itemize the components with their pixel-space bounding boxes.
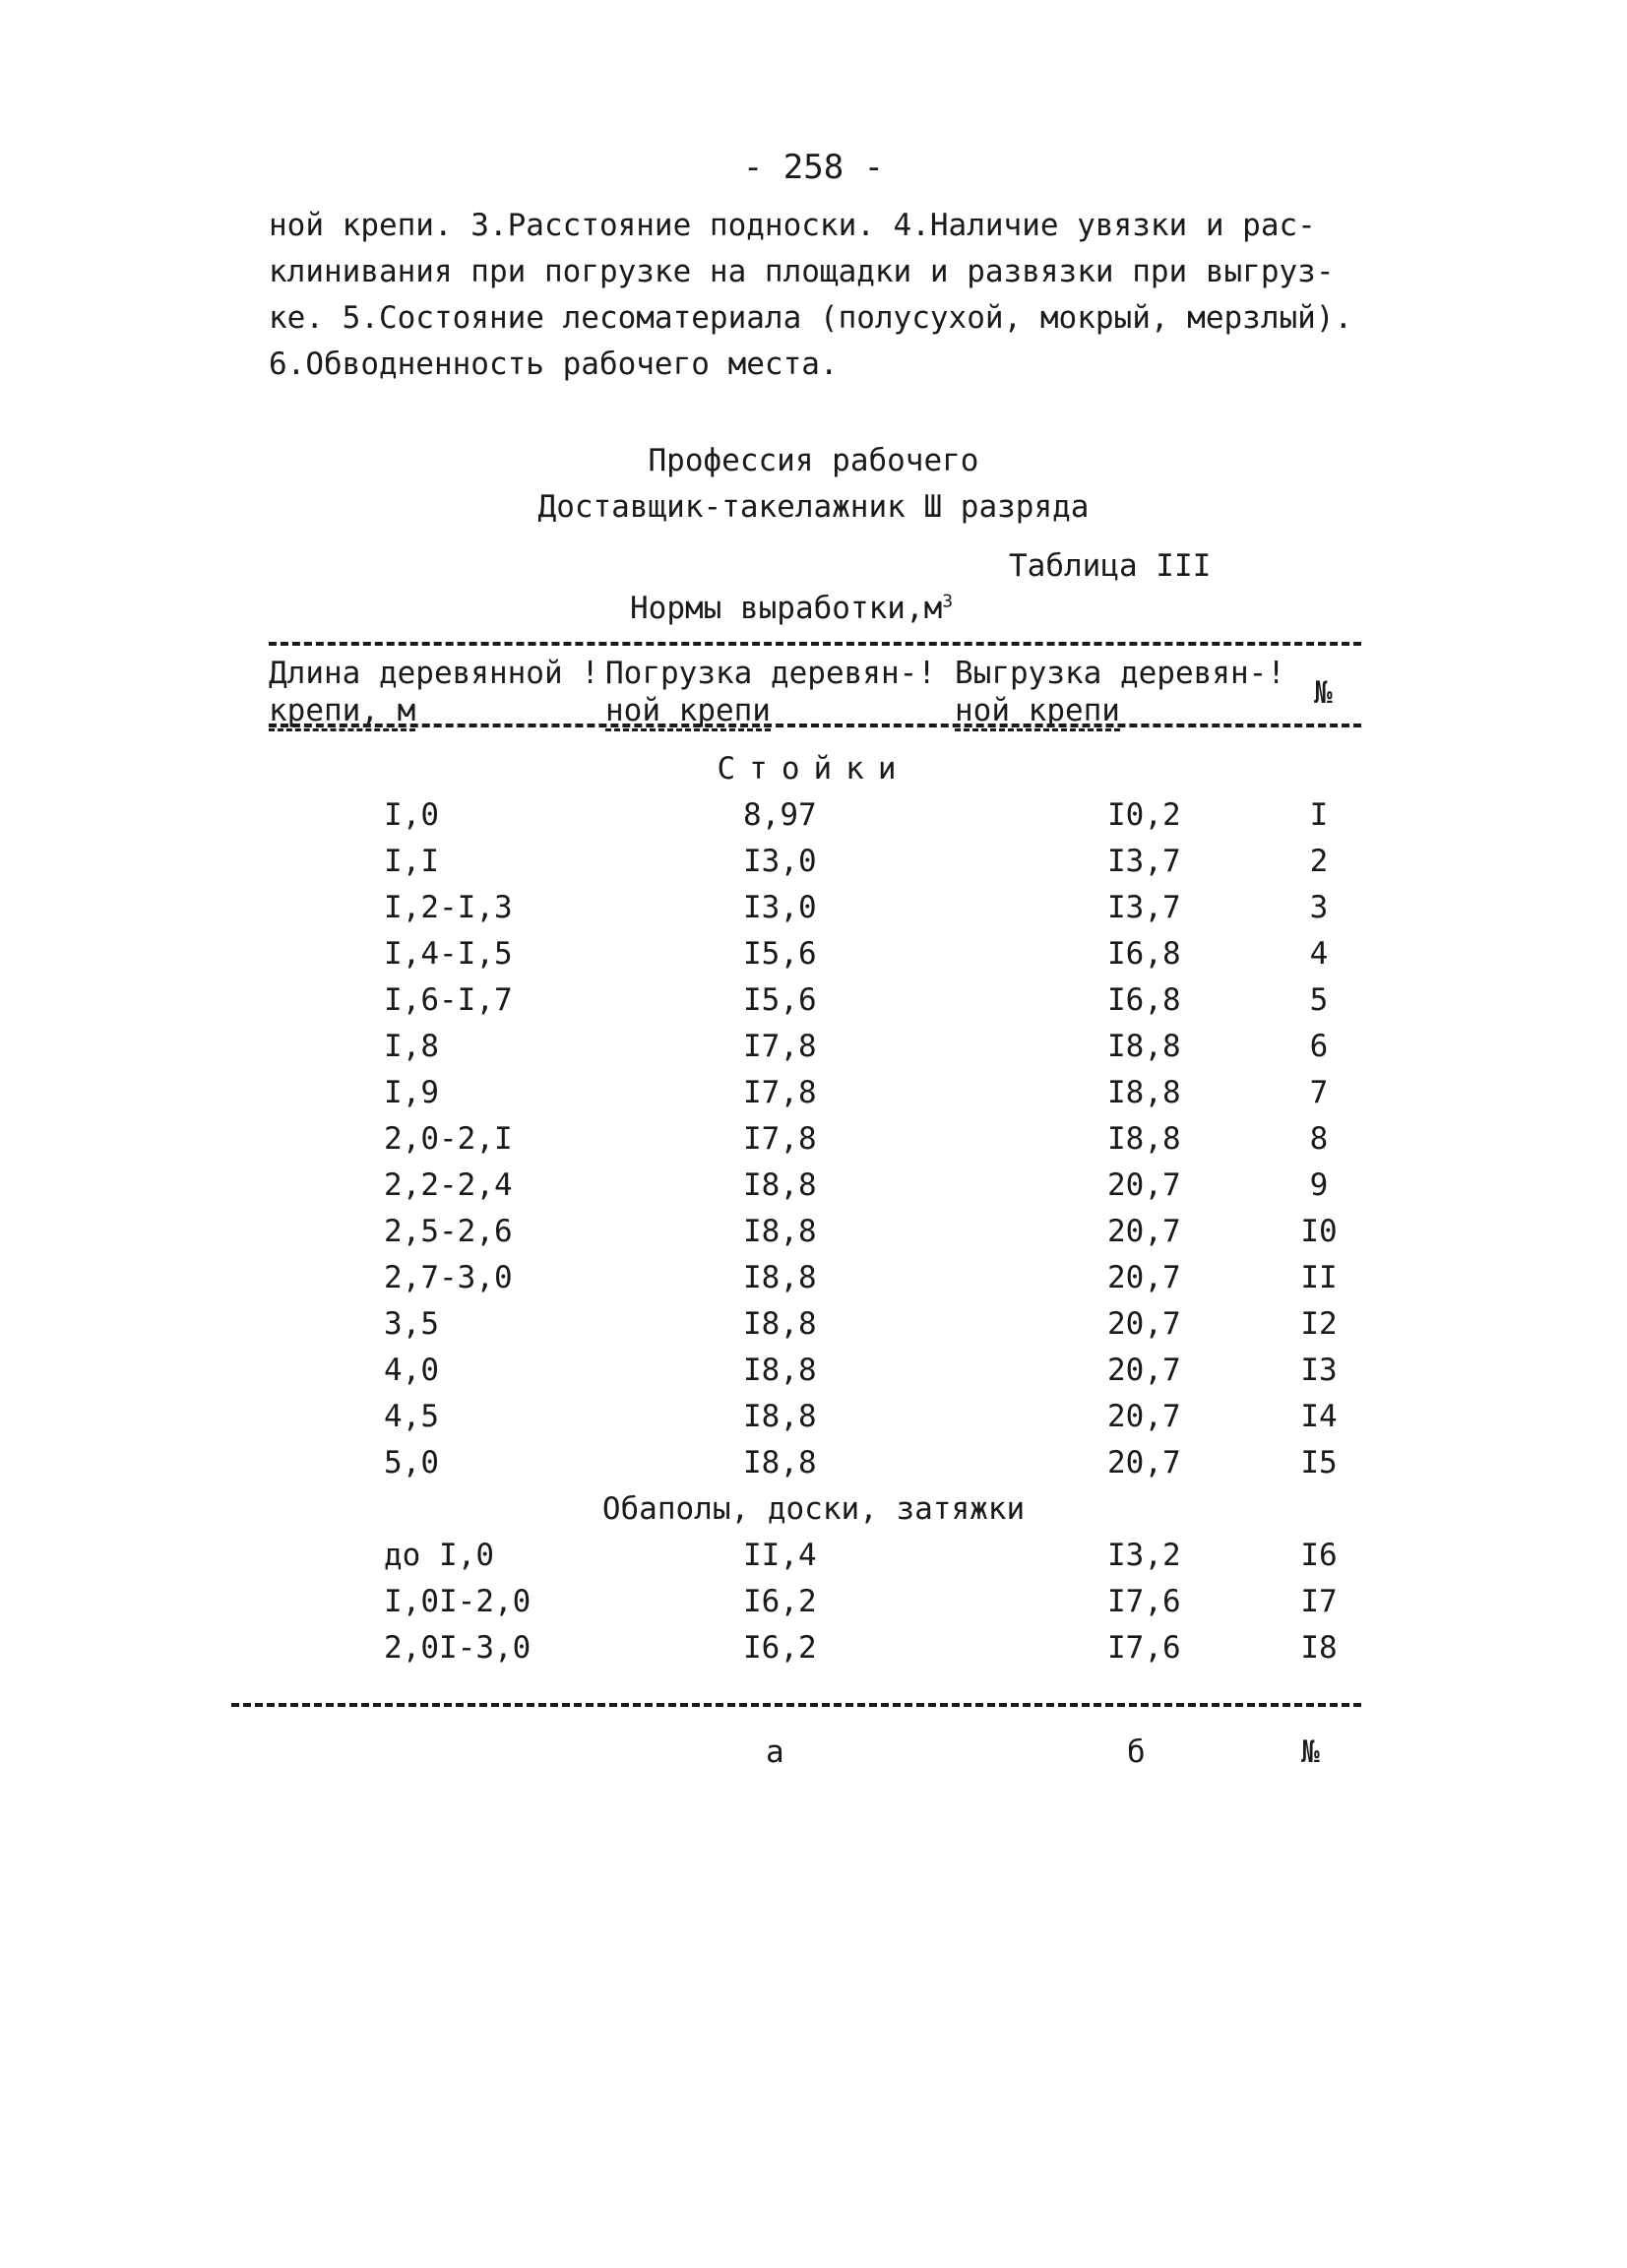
- table-row: [0, 936, 1627, 982]
- section-title-stoyki: Стойки: [717, 751, 910, 787]
- cell-length: I,9: [384, 1075, 439, 1110]
- cell-loading: I8,8: [743, 1399, 817, 1434]
- cell-length: I,8: [384, 1029, 439, 1064]
- header-unloading-line1: Выгрузка деревян-!: [955, 656, 1285, 691]
- header-number: №: [1314, 675, 1333, 711]
- table-row: [0, 1029, 1627, 1075]
- intro-paragraph: [269, 203, 1381, 388]
- table-row: [0, 1260, 1627, 1306]
- cell-number: 3: [1309, 890, 1329, 925]
- footer-col-number: №: [1301, 1734, 1320, 1770]
- cell-loading: I8,8: [743, 1260, 817, 1295]
- cell-loading: I8,8: [743, 1306, 817, 1342]
- cell-unloading: I8,8: [1107, 1029, 1181, 1064]
- cell-number: 8: [1309, 1121, 1329, 1157]
- cell-number: 7: [1309, 1075, 1329, 1110]
- norms-unit-superscript: 3: [942, 591, 954, 612]
- intro-line: ной крепи. 3.Расстояние подноски. 4.Наличие увязки и рас-: [269, 208, 1316, 243]
- intro-line: ке. 5.Состояние лесоматериала (полусухой, мокрый, мерзлый).: [269, 300, 1353, 336]
- cell-loading: I3,0: [743, 890, 817, 925]
- cell-loading: I8,8: [743, 1445, 817, 1480]
- cell-unloading: 20,7: [1107, 1306, 1181, 1342]
- cell-loading: I7,8: [743, 1121, 817, 1157]
- table-row: [0, 1075, 1627, 1121]
- cell-number: I7: [1300, 1584, 1338, 1619]
- cell-number: I8: [1300, 1630, 1338, 1666]
- cell-number: I5: [1300, 1445, 1338, 1480]
- cell-unloading: I6,8: [1107, 936, 1181, 972]
- cell-length: I,0: [384, 797, 439, 833]
- cell-unloading: I8,8: [1107, 1121, 1181, 1157]
- cell-length: до I,0: [384, 1538, 494, 1573]
- cell-number: I0: [1300, 1214, 1338, 1249]
- cell-loading: I7,8: [743, 1029, 817, 1064]
- cell-unloading: I0,2: [1107, 797, 1181, 833]
- header-length: [269, 655, 599, 729]
- table-label: Таблица III: [1009, 548, 1212, 584]
- table-row: [0, 1630, 1627, 1676]
- table-row: [0, 844, 1627, 890]
- table-top-divider: [269, 642, 1361, 646]
- table-row: [0, 1399, 1627, 1445]
- intro-line: 6.Обводненность рабочего места.: [269, 346, 839, 382]
- cell-loading: I7,8: [743, 1075, 817, 1110]
- cell-number: I: [1309, 797, 1329, 833]
- cell-number: I6: [1300, 1538, 1338, 1573]
- cell-loading: I5,6: [743, 982, 817, 1018]
- cell-length: 2,7-3,0: [384, 1260, 513, 1295]
- cell-number: 4: [1309, 936, 1329, 972]
- cell-unloading: I7,6: [1107, 1630, 1181, 1666]
- cell-number: I3: [1300, 1353, 1338, 1388]
- header-length-line1: Длина деревянной !: [269, 656, 599, 691]
- cell-length: I,I: [384, 844, 439, 879]
- footer-col-a: а: [766, 1734, 784, 1770]
- cell-unloading: I3,7: [1107, 890, 1181, 925]
- section-title-obapoly: Обаполы, доски, затяжки: [601, 1491, 1026, 1527]
- cell-length: 2,5-2,6: [384, 1214, 513, 1249]
- cell-unloading: I3,7: [1107, 844, 1181, 879]
- cell-loading: I8,8: [743, 1353, 817, 1388]
- cell-length: I,6-I,7: [384, 982, 513, 1018]
- cell-unloading: I6,8: [1107, 982, 1181, 1018]
- cell-loading: I3,0: [743, 844, 817, 879]
- cell-length: I,2-I,3: [384, 890, 513, 925]
- header-loading-line2: ной крепи: [605, 693, 771, 731]
- cell-loading: 8,97: [743, 797, 817, 833]
- cell-unloading: I7,6: [1107, 1584, 1181, 1619]
- cell-length: 5,0: [384, 1445, 439, 1480]
- header-loading: [605, 655, 936, 729]
- norms-title-text: Нормы выработки,м: [630, 591, 943, 626]
- cell-number: 2: [1309, 844, 1329, 879]
- table-row: [0, 982, 1627, 1029]
- cell-length: 2,0I-3,0: [384, 1630, 532, 1666]
- table-row: [0, 890, 1627, 936]
- cell-length: I,4-I,5: [384, 936, 513, 972]
- table-row: [0, 1445, 1627, 1491]
- cell-length: 4,0: [384, 1353, 439, 1388]
- cell-unloading: I3,2: [1107, 1538, 1181, 1573]
- header-loading-line1: Погрузка деревян-!: [605, 656, 936, 691]
- table-row: [0, 1214, 1627, 1260]
- table-row: [0, 1306, 1627, 1353]
- cell-unloading: 20,7: [1107, 1445, 1181, 1480]
- norms-title: [630, 591, 953, 626]
- header-length-line2: крепи, м: [269, 693, 415, 731]
- cell-length: I,0I-2,0: [384, 1584, 532, 1619]
- cell-number: II: [1300, 1260, 1338, 1295]
- cell-unloading: 20,7: [1107, 1214, 1181, 1249]
- cell-length: 3,5: [384, 1306, 439, 1342]
- cell-number: 9: [1309, 1167, 1329, 1203]
- cell-unloading: 20,7: [1107, 1167, 1181, 1203]
- cell-number: I2: [1300, 1306, 1338, 1342]
- table-row: [0, 1353, 1627, 1399]
- cell-loading: II,4: [743, 1538, 817, 1573]
- cell-length: 2,0-2,I: [384, 1121, 513, 1157]
- cell-unloading: I8,8: [1107, 1075, 1181, 1110]
- cell-loading: I5,6: [743, 936, 817, 972]
- table-row: [0, 1121, 1627, 1167]
- cell-unloading: 20,7: [1107, 1260, 1181, 1295]
- table-row: [0, 1167, 1627, 1214]
- cell-loading: I8,8: [743, 1214, 817, 1249]
- table-row: [0, 797, 1627, 844]
- table-row: [0, 1584, 1627, 1630]
- cell-loading: I8,8: [743, 1167, 817, 1203]
- footer-col-b: б: [1127, 1734, 1146, 1770]
- profession-title: Профессия рабочего: [648, 443, 979, 478]
- table-bottom-divider: [231, 1703, 1361, 1707]
- header-bottom-divider: [269, 724, 1361, 727]
- cell-loading: I6,2: [743, 1630, 817, 1666]
- cell-length: 4,5: [384, 1399, 439, 1434]
- cell-length: 2,2-2,4: [384, 1167, 513, 1203]
- cell-unloading: 20,7: [1107, 1399, 1181, 1434]
- table-row: [0, 1538, 1627, 1584]
- intro-line: клинивания при погрузке на площадки и развязки при выгруз-: [269, 254, 1335, 289]
- cell-number: 5: [1309, 982, 1329, 1018]
- page-number: - 258 -: [742, 148, 885, 187]
- cell-number: 6: [1309, 1029, 1329, 1064]
- profession-name: Доставщик-такелажник Ш разряда: [537, 489, 1090, 525]
- header-unloading: [955, 655, 1285, 729]
- cell-loading: I6,2: [743, 1584, 817, 1619]
- cell-unloading: 20,7: [1107, 1353, 1181, 1388]
- header-unloading-line2: ной крепи: [955, 693, 1120, 731]
- cell-number: I4: [1300, 1399, 1338, 1434]
